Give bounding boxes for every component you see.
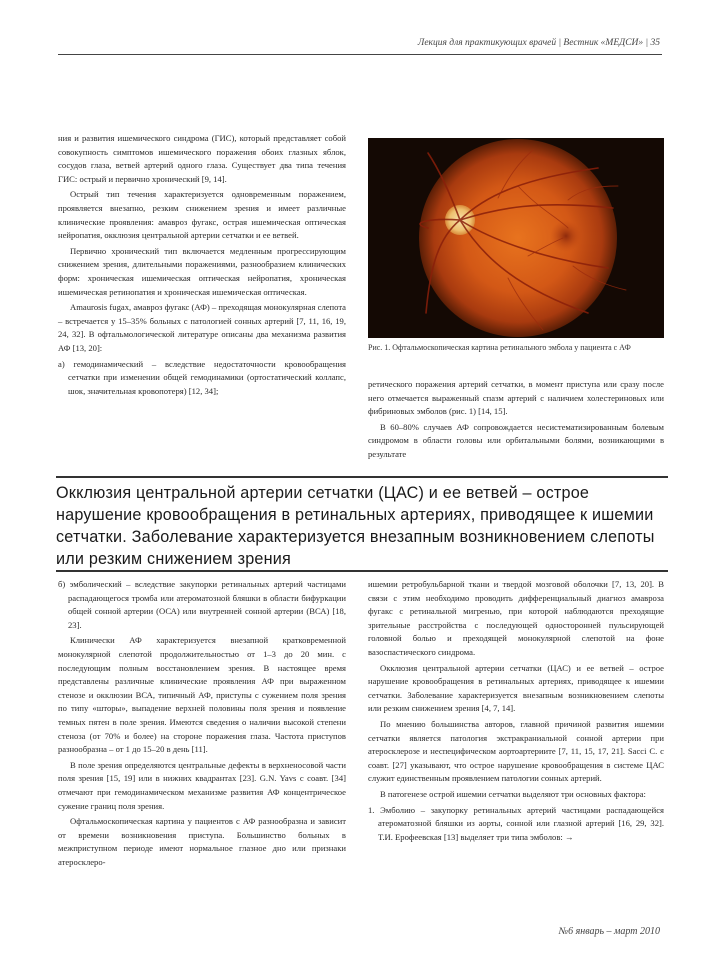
paragraph: Клинически АФ характеризуется внезапной кратковременной монокулярной слепотой продолжительностью от 1–3 до 20 мин. с последующим полным восстановлением зрения. В настоящее время представлены различные клинические проявления АФ при выраженном стенозе и окклюзии ВСА, типичный АФ, приступы с сужением поля зрения по типу «шторы», выпадение верхней половины поля зрения и появление темных пятен в поле зрения. Имеются сведения о наличии высокой степени стеноза (от 70% и более) на стороне поражения глаза. Частота приступов разнообразна – от 1 до 15–20 в день [11]. <box>58 635 346 755</box>
right-column-bottom <box>368 578 664 846</box>
paragraph: Острый тип течения характеризуется одновременным поражением, проявляется внезапно, резким снижением зрения и имеет различные клинические проявления: амавроз фугакс, острая ишемическая оптическая нейропатия, окклюзия центральной артерии сетчатки и ее ветвей. <box>58 189 346 241</box>
right-column-top <box>368 378 664 464</box>
paragraph: ния и развития ишемического синдрома (ГИС), который представляет собой совокупность симптомов ишемического поражения обоих глазных яблок, сосудов глаза, ветвей артерий одного глаза. Существует два типа течения ГИС: острый и первично хронический [9, 14]. <box>58 133 346 184</box>
running-header: Лекция для практикующих врачей | Вестник «МЕДСИ» | 35 <box>417 38 660 48</box>
issue-footer: №6 январь – март 2010 <box>558 926 660 937</box>
paragraph: ретического поражения артерий сетчатки, в момент приступа или сразу после него отмечается выраженный спазм артерий с наличием холестериновых или фибриновых эмболов (рис. 1) [14, 15]. <box>368 379 664 417</box>
list-item: 1. Эмболию – закупорку ретинальных артерий частицами распадающейся атероматозной бляшки из аорты, сонной или глазной артерий [16, 29, 32]. Т.И. Ерофеевская [13] выделяет три типа эмболов: → <box>368 804 664 842</box>
paragraph: Amaurosis fugax, амавроз фугакс (АФ) – преходящая монокулярная слепота – встречается у 15–35% больных с патологией сонных артерий [7, 11, 16, 19, 24, 32]. В офтальмологической литературе описаны два механизма развития АФ [13, 20]: <box>58 302 346 353</box>
list-item: а) гемодинамический – вследствие недостаточности кровообращения сетчатки при изменении общей гемодинамики (ортостатический коллапс, шок, значительная кровопотеря) [12, 34]; <box>58 358 346 396</box>
paragraph: Первично хронический тип включается медленным прогрессирующим снижением зрения, длительными поражениями, разнообразием клинических форм: хроническая ишемическая оптическая нейропатия, хроническая ишемическая ретинопатия и хроническая ишемическая оптическая. <box>58 245 346 297</box>
retina-image <box>368 138 664 338</box>
paragraph: ишемии ретробульбарной ткани и твердой мозговой оболочки [7, 13, 20]. В связи с этим необходимо проводить дифференциальный диагноз амавроза фугакс с ретинальной мигренью, при которой наблюдаются преходящие зрительные расстройства с последующей односторонней пульсирующей головной болью и преходящей монокулярной слепотой на фоне вазоспастического синдрома. <box>368 579 664 657</box>
list-item: б) эмболический – вследствие закупорки ретинальных артерий частицами распадающегося тромба или атероматозной бляшки в области бифуркации общей сонной артерии (ОСА) или внутренней сонной артерии (ВСА) [18, 23]. <box>58 579 346 630</box>
figure-caption: Рис. 1. Офтальмоскопическая картина ретинального эмбола у пациента с АФ <box>368 343 631 352</box>
left-column-bottom <box>58 578 346 871</box>
paragraph: По мнению большинства авторов, главной причиной развития ишемии сетчатки является патология экстракраниальной сонной артерии при атеросклерозе и неспецифическом аортоартериите [7, 11, 15, 17, 21]. Sacci C. с соавт. [27] указывают, что острое нарушение кровообращения в системе ЦАС служит единственным проявлением патологии сонных артерий. <box>368 718 664 784</box>
header-rule <box>58 54 662 55</box>
pull-quote: Окклюзия центральной артерии сетчатки (ЦАС) и ее ветвей – острое нарушение кровообращения в ретинальных артериях, приводящее к ишемии сетчатки. Заболевание характеризуется внезапным возникновением слепоты или резким снижением зрения <box>56 484 655 568</box>
fundus-photo <box>368 138 664 338</box>
paragraph: Окклюзия центральной артерии сетчатки (ЦАС) и ее ветвей – острое нарушение кровообращения в ретинальных артериях, приводящее к ишемии сетчатки. Заболевание характеризуется внезапным возникновением слепоты или резким снижением зрения [4, 7, 14]. <box>368 662 664 714</box>
callout-top-rule <box>56 476 668 478</box>
paragraph: В патогенезе острой ишемии сетчатки выделяют три основных фактора: <box>380 788 646 799</box>
left-column-top <box>58 132 346 400</box>
paragraph: В поле зрения определяются центральные дефекты в верхненосовой части поля зрения [15, 19] или в нижних квадрантах [23]. G.N. Yavs с соавт. [34] отмечают при гемодинамическом механизме развития АФ концентрическое сужение границ поля зрения. <box>58 759 346 811</box>
callout-bottom-rule <box>56 570 668 572</box>
paragraph: Офтальмоскопическая картина у пациентов с АФ разнообразна и зависит от времени возникновения приступа. Большинство больных в межприступном периоде имеют нормальное глазное дно или признаки атеросклеро- <box>58 816 346 867</box>
paragraph: В 60–80% случаев АФ сопровождается несистематизированным болевым синдромом в области головы или орбитальными болями, возникающими в результате <box>368 421 664 459</box>
